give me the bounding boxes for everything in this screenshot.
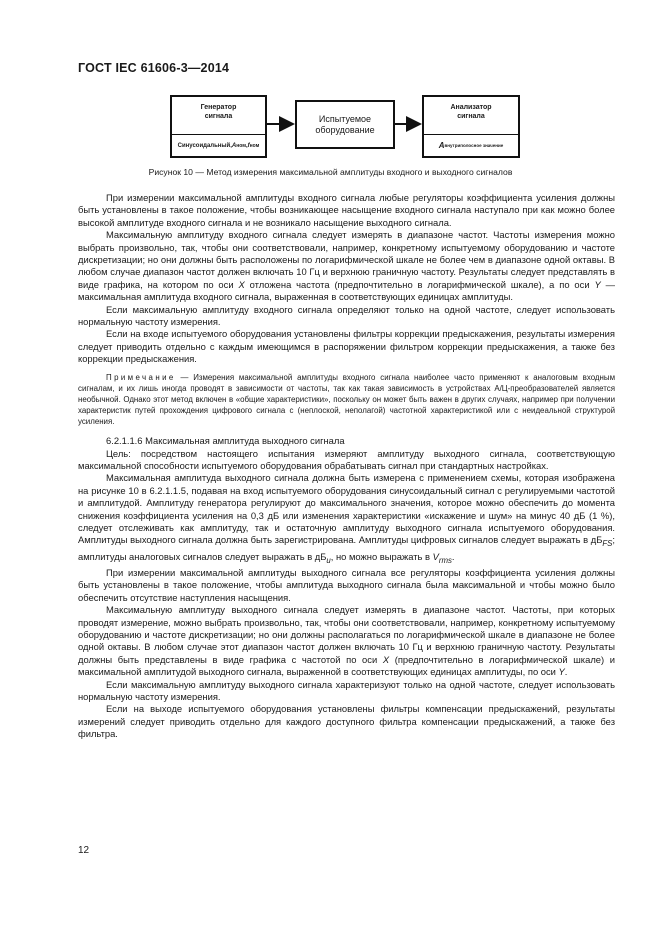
paragraph: Если на выходе испытуемого оборудования установлены фильтры компенсации предыскажений, результаты измерений следует приводить отдельно для каждого доступного фильтра компенсации предыскажений, а также без фильтра. — [78, 703, 615, 740]
page-number: 12 — [78, 845, 90, 856]
signal-analyzer-title: Анализатор сигнала — [450, 104, 492, 120]
paragraph: Если на входе испытуемого оборудования установлены фильтры коррекции предыскажения, результаты измерения следует приводить отдельно с каждым имеющимся в распоряжении фильтром коррекции предыскажения, а также без коррекции предыскажения. — [78, 328, 615, 365]
body-text — [78, 192, 615, 741]
note-label: Примечание — [106, 372, 176, 382]
paragraph: Максимальную амплитуду входного сигнала следует измерять в диапазоне частот. Частоты измерения можно выбрать произвольно, так, чтобы они соответствовали, например, конкретному испытуемому оборудованию и частоте дискретизации; но они должны быть расположены по логарифмической шкале не более чем в диапазоне одной октавы. В любом случае диапазон частот должен включать 10 Гц и верхнюю граничную частоту. Результаты следует представлять в виде графика, на котором по оси X отложена частота (предпочтительно в логарифмической шкале), а по оси Y — максимальная амплитуда входного сигнала, выраженная в соответствующих единицах амплитуды. — [78, 229, 615, 303]
paragraph: Максимальная амплитуда выходного сигнала должна быть измерена с применением схемы, которая изображена на рисунке 10 в 6.2.1.1.5, подавая на вход испытуемого оборудования синусоидальный сигнал с регулируемыми частотой и амплитудой. Амплитуду генератора регулируют до максимального значения, которое можно обеспечить до момента снижения коэффициента усиления на 0,3 дБ или изменения характеристики «искажение и шум» на минус 40 дБ (1 %), следует отслеживать как амплитуду, так и остаточную амплитуду выходного сигнала испытуемого оборудования. Амплитуды выходного сигнала должна быть зарегистрирована. Амплитуды цифровых сигналов следует выражать в $дБ_{FS}$; амплитуды аналоговых сигналов следует выражать в $дБ_u$, но можно выражать в $V_{rms}$. — [78, 472, 615, 565]
figure-caption: Рисунок 10 — Метод измерения максимальной амплитуды входного и выходного сигналов — [148, 167, 513, 177]
signal-analyzer-box — [422, 95, 520, 158]
signal-generator-params: Синусоидальный, A ном , f ном — [172, 134, 265, 156]
figure-10-diagram — [0, 0, 661, 170]
paragraph: При измерении максимальной амплитуды выходного сигнала все регуляторы коэффициента усиления должны быть установлены в такое положение, чтобы амплитуда выходного сигнала была максимальной и чтобы можно было обеспечить отсутствие наступления насыщения. — [78, 566, 615, 603]
paragraph: Если максимальную амплитуду выходного сигнала характеризуют только на одной частоте, следует использовать нормальную частоту измерения. — [78, 678, 615, 703]
equipment-under-test-box — [295, 100, 395, 149]
paragraph: При измерении максимальной амплитуды входного сигнала любые регуляторы коэффициента усиления должны быть установлены в такое положение, чтобы возникающее насыщение входного сигнала наступало при как можно более высокой амплитуде входного сигнала и не возникало насыщение выходного сигнала. — [78, 192, 615, 228]
page-header: ГОСТ IEC 61606-3—2014 — [78, 61, 230, 75]
signal-generator-title: Генератор сигнала — [200, 104, 237, 120]
signal-generator-box — [170, 95, 267, 158]
paragraph: Если максимальную амплитуду входного сигнала определяют только на одной частоте, следует использовать нормальную частоту измерения. — [78, 303, 615, 328]
equipment-under-test-title: Испытуемое оборудование — [315, 113, 375, 135]
note: Примечание — Измерения максимальной амплитуды входного сигнала наиболее часто применяют к аналоговым входным сигналам, и их лишь иногда проводят в зависимости от частоты, так как такая зависимость в устройствах А/Ц-преобразователей является необычной. Однако этот метод включен в «общие характеристики», поскольку он может быть важен в других случаях, например при получении характеристик путей прохождения цифрового сигнала с (неплоской, неполагой) частотной характеристикой или с неидеальной структурой усиления. — [78, 372, 615, 427]
section-heading: 6.2.1.1.6 Максимальная амплитуда выходного сигнала — [106, 435, 345, 447]
paragraph: Максимальную амплитуду выходного сигнала следует измерять в диапазоне частот. Частоты, при которых проводят измерение, можно выбрать произвольно, так, чтобы они соответствовали, например, конкретному испытуемому оборудованию и частоте дискретизации; но они должны располагаться по логарифмической шкале в диапазоне не более одной октавы. В любом случае этот диапазон частот должен включать 10 Гц и верхнюю граничную частоту. Результаты должны быть представлены в виде графика с частотой по оси X (предпочтительно в логарифмической шкале) и максимальной амплитудой выходного сигнала, выраженной в соответствующих единицах амплитуды, по оси Y. — [78, 604, 615, 678]
signal-analyzer-params: A внутриполосное значение — [424, 134, 518, 156]
paragraph: Цель: посредством настоящего испытания измеряют амплитуду выходного сигнала, соответствующую максимальной способности испытуемого оборудования обрабатывать сигнал при стандартных настройках. — [78, 447, 615, 471]
